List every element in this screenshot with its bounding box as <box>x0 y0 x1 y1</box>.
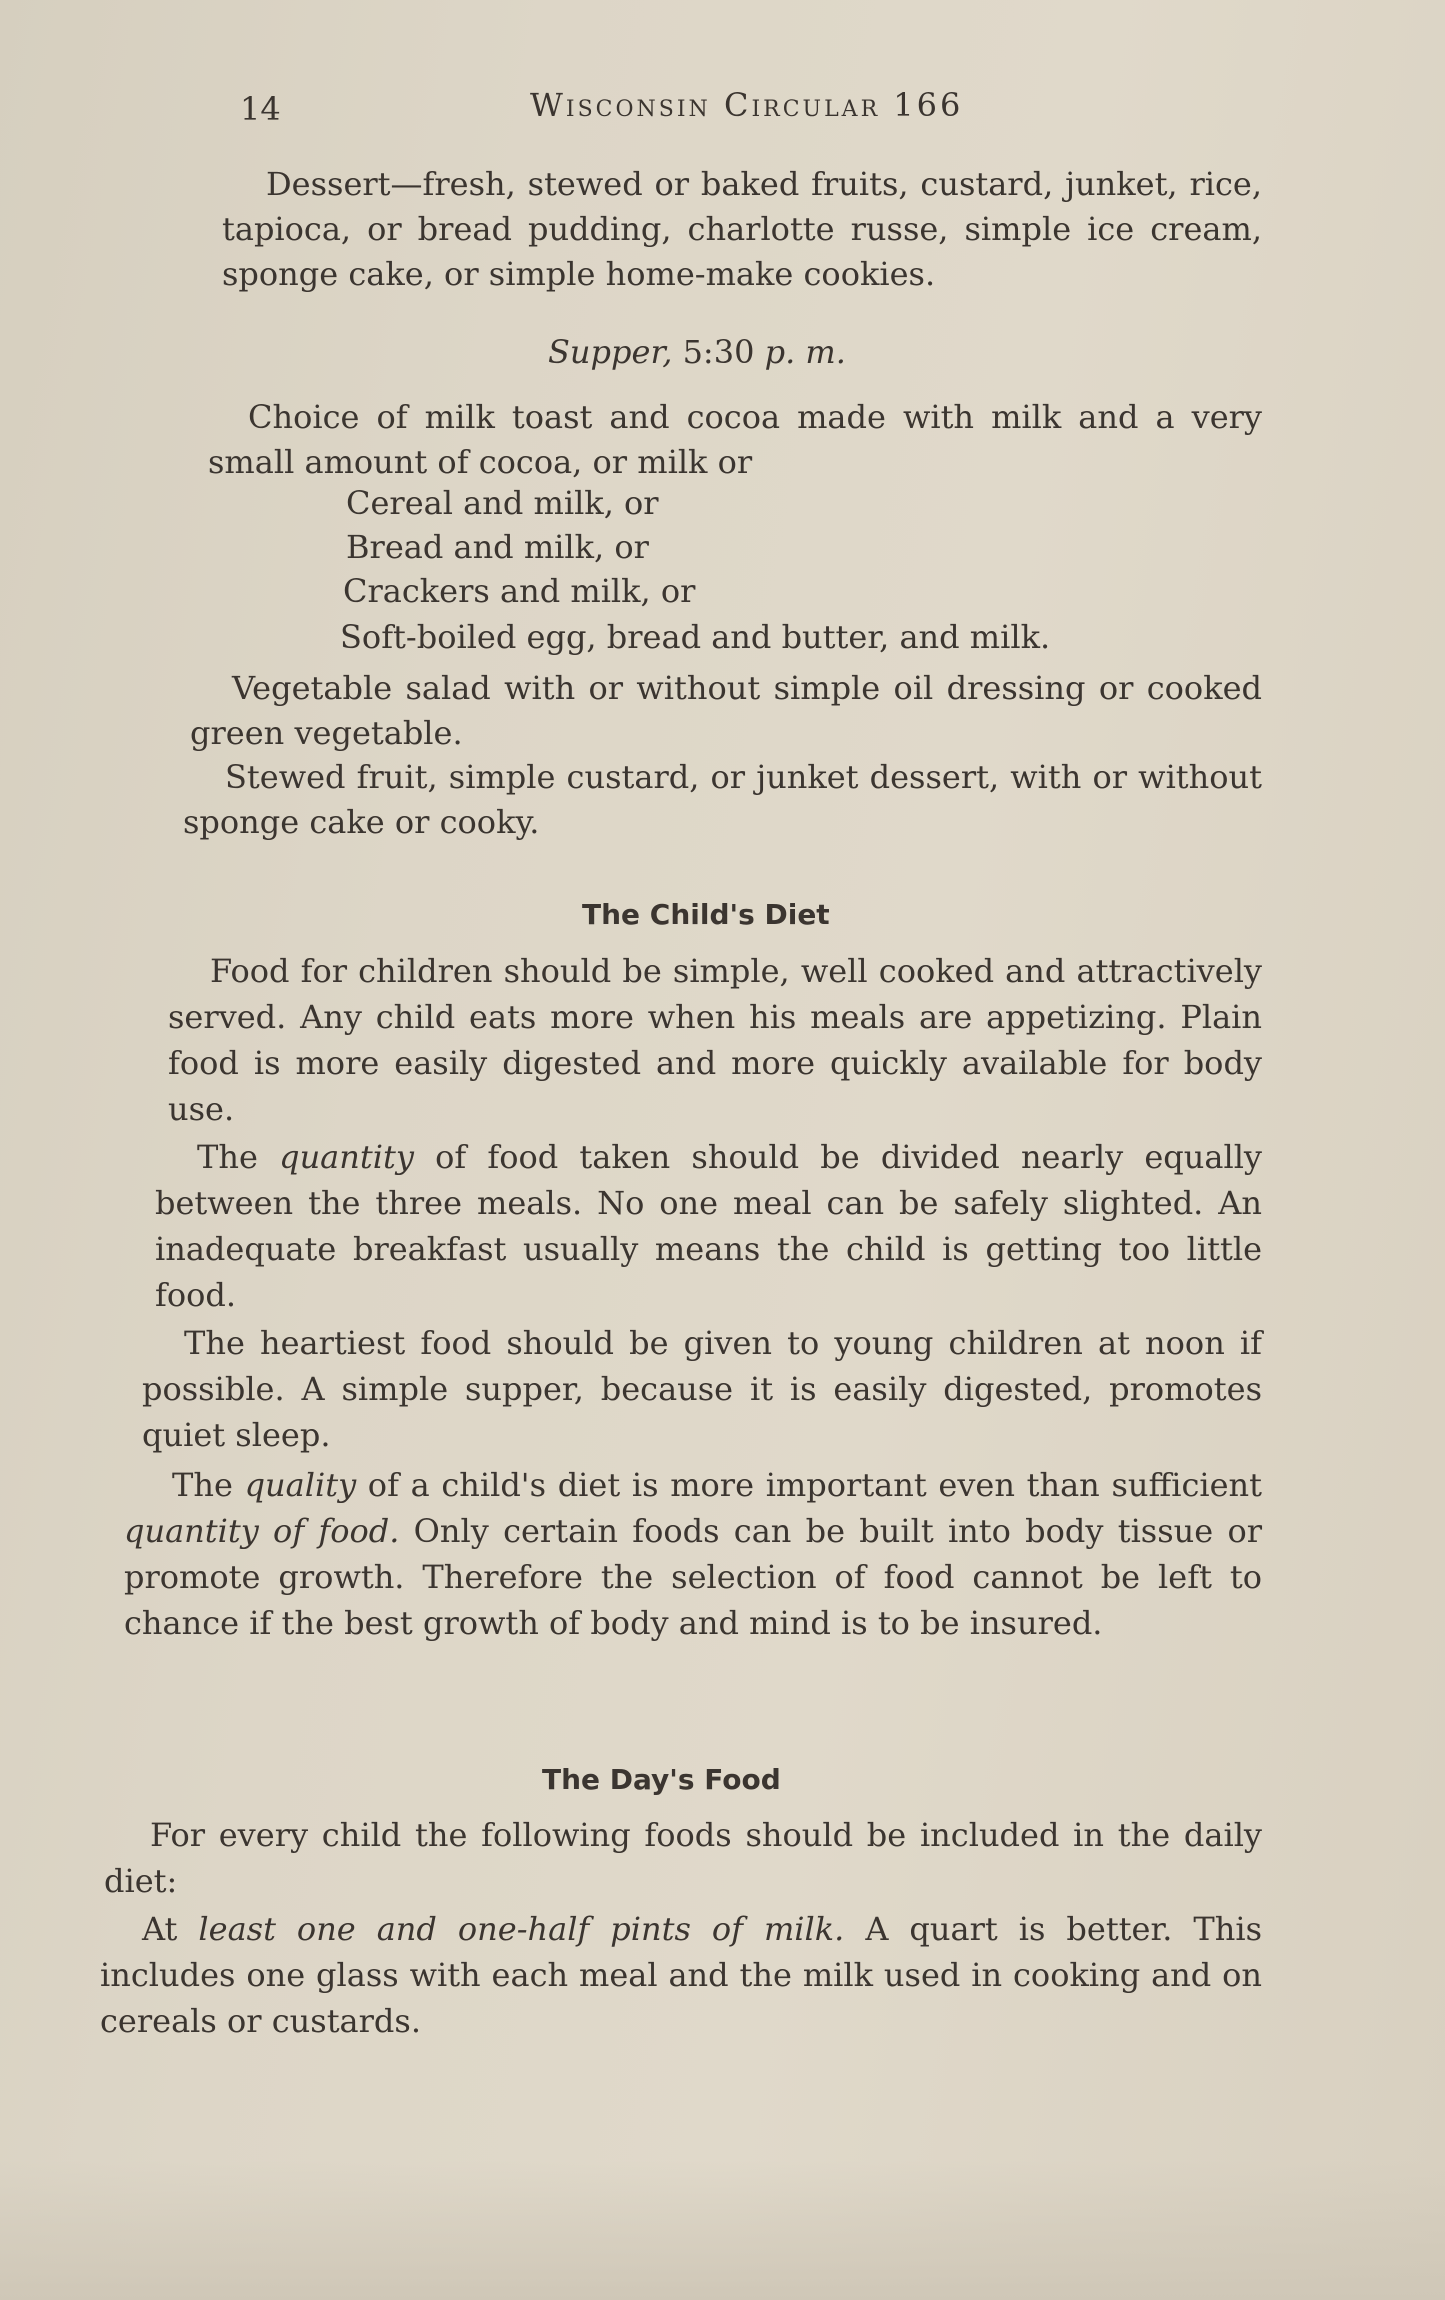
supper-salad: Vegetable salad with or without simple oil dressing or cooked green vegetable. <box>190 669 1262 752</box>
page-bottom-shadow <box>0 2160 1445 2300</box>
days-food-paragraph-1: For every child the following foods should be included in the daily diet: <box>104 1816 1262 1900</box>
supper-heading-label: Supper, <box>548 333 673 371</box>
days-food-paragraph-2 <box>100 1906 1262 2044</box>
supper-heading-suffix: p. m. <box>764 333 846 371</box>
text-run: The <box>197 1138 280 1176</box>
childs-diet-paragraph-4 <box>124 1462 1262 1646</box>
childs-diet-paragraph-3: The heartiest food should be given to young children at noon if possible. A simple supper, because it is easily digested, promotes quiet sleep. <box>142 1324 1262 1454</box>
text-run: of food taken should be divided nearly equally between the three meals. No one meal can be safely slighted. An inadequate breakfast usually means the child is getting too little food. <box>155 1138 1263 1314</box>
supper-option: Cereal and milk, or <box>346 484 659 522</box>
text-run: Only certain foods can be built into body tissue or promote growth. Therefore the selection of food cannot be left to chance if the best growth of body and mind is to be insured. <box>124 1512 1263 1642</box>
text-run: A quart is better. This includes one glass with each meal and the milk used in cooking and on cereals or custards. <box>100 1910 1263 2040</box>
days-food-heading: The Day's Food <box>542 1763 781 1796</box>
supper-option: Soft-boiled egg, bread and butter, and milk. <box>340 618 1051 656</box>
emphasis-quantity: quantity <box>279 1138 414 1176</box>
emphasis-milk: least one and one-half pints of milk. <box>198 1910 845 1948</box>
supper-heading-time: 5:30 <box>682 333 755 371</box>
supper-option: Crackers and milk, or <box>343 572 696 610</box>
childs-diet-heading: The Child's Diet <box>582 898 830 931</box>
childs-diet-paragraph-2 <box>155 1134 1262 1318</box>
text-run: At <box>142 1910 199 1948</box>
supper-heading <box>548 333 846 371</box>
supper-option: Bread and milk, or <box>346 528 649 566</box>
emphasis-quantity-of-food: quantity of food. <box>124 1512 400 1550</box>
text-run: of a child's diet is more important even than sufficient <box>356 1466 1263 1504</box>
page-header <box>200 82 1270 132</box>
supper-intro: Choice of milk toast and cocoa made with milk and a very small amount of cocoa, or milk or <box>208 398 1262 481</box>
page-number: 14 <box>240 90 281 128</box>
childs-diet-paragraph-1: Food for children should be simple, well cooked and attractively served. Any child eats more when his meals are appetizing. Plain food is more easily digested and more quickly available for body use. <box>168 952 1262 1128</box>
emphasis-quality: quality <box>244 1466 357 1504</box>
dessert-paragraph: Dessert—fresh, stewed or baked fruits, custard, junket, rice, tapioca, or bread pudding, charlotte russe, simple ice cream, sponge cake, or simple home-make cookies. <box>222 165 1262 293</box>
running-head: Wisconsin Circular 166 <box>530 86 964 124</box>
supper-fruit: Stewed fruit, simple custard, or junket dessert, with or without sponge cake or cooky. <box>183 758 1262 841</box>
text-run: The <box>172 1466 245 1504</box>
